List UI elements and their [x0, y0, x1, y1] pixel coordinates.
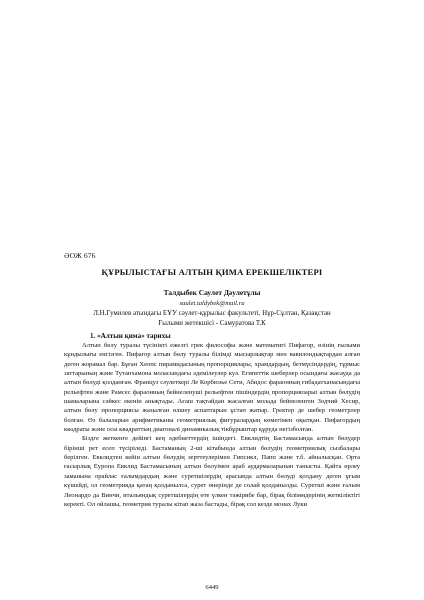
supervisor-line: Ғылыми жетекшісі - Самуратова Т.К — [158, 319, 266, 327]
affiliation-line: Л.Н.Гумилев атындағы ЕҰУ сәулет-құрылыс факультеті, Нұр-Сұлтан, Қазақстан — [93, 310, 331, 317]
udc-code: ӘОЖ 676 — [64, 251, 96, 260]
body-text — [64, 341, 360, 509]
paragraph: Біздге жеткенге дейінгі кең әдебиеттердің ішіндегі. Евклидтің Бастамасында алтын бөлудер бірінші рет есеп түсіріледі. Бастаманың 2-ші кітабында алтын бөлудің геометриялық сызбалары берілген. Евклидтен кейін алтын бөлудің зерттеулерімен Гипсикл, Папп және т.б. айналысқан. Орта ғасырлық Еуропа Евклид Бастамасының алтын бөлуімен араб аудармаларынан танысты. Қайта өрлеу заманына орайлас ғалымдардың және суретшілердің арасында алтын бөлуді қолдану деген ұғым күшейді, ол геометрияда қатаң қолданылса, сурет өнерінде де солай қолданылды. Суретші және ғалым Леонардо да Винчи, итальяндық суретшілердің өте үлкен тәжірибе бар, бірақ біліммдерінің жеткіліктігі керекті. Ол ойлашы, геометрия туралы кітап жаза бастады, бірақ сол кезде монах Луки — [64, 435, 360, 508]
paper-title: ҚҰРЫЛЫСТАҒЫ АЛТЫН ҚИМА ЕРЕКШЕЛІКТЕРІ — [101, 267, 323, 277]
paragraph: Алтын бөлу туралы түсінікті ежелгі грек философы және математигі Пифагор, өзінің ғылыми кұндылығы енгізген. Пифагор алтын бөлу туралы білімді мысырлықтар мен вавилондықтардан алған деген жорамал бар. Бұған Хеопс пирамидасының пропорциялары, храмдардың, бетмүсіндердің, тұрмыс заттарының және Тутанхамона моласындағы әдемілеулер куә. Египеттік шеберлер осындағы жасауда да алтын бөлуді қолданған. Француз сәулеткері Ле Корбюзье Сети, Абидос фараонның ғибадатханасындағы рельефтен және Рамсес фараонның бейнеленуші рельефтен пішіндердің пропорцияларыі алтын бөлудің шамаларына сәйкес екенін анықтады. Ағаш тақтайдан жасалған молада бейнеленген Зодчий Хесир, алтын бөлу пропорциясы жазылған өлшеу аспаптарын ұстап жатыр. Гректер де шебер геометрлер болған. Өз балаларын арифметиканы геометриялық фигуралардың көмегімен оқытқан. Пифагордың квадраты және осы квадраттың диагоналі динамикалық тікбұрыштар құруда негізболған. — [64, 342, 360, 434]
section-heading: 1. «Алтын қима» тарихы — [90, 332, 171, 340]
author-name: Талдыбек Саулет Дәулетұлы — [163, 288, 261, 297]
page-number: 6449 — [205, 584, 219, 591]
affiliation — [0, 309, 424, 328]
author-email: saulet.taldybek@mail.ru — [179, 300, 245, 307]
